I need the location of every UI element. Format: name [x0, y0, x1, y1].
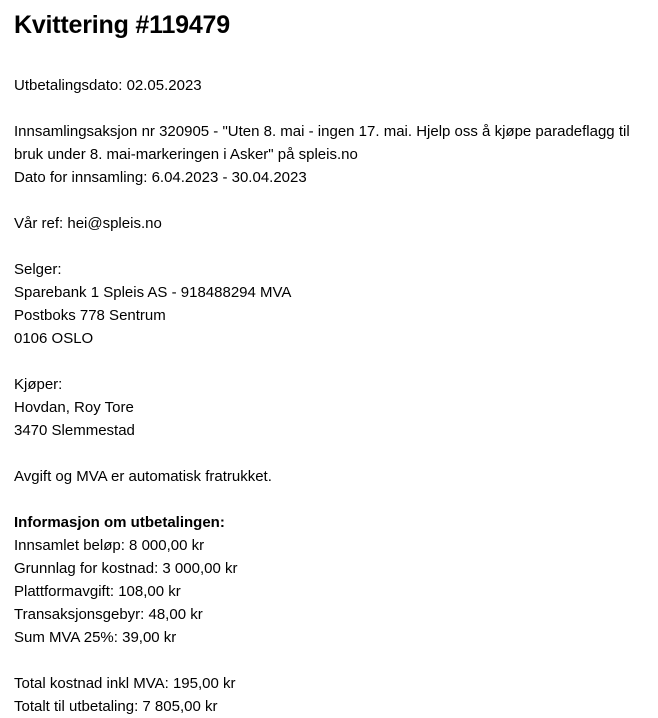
collection-period-line: Dato for innsamling: 6.04.2023 - 30.04.2023: [14, 169, 307, 186]
seller-line: Postboks 778 Sentrum: [14, 307, 166, 324]
buyer-line: Hovdan, Roy Tore: [14, 399, 134, 416]
seller-line: 0106 OSLO: [14, 330, 94, 347]
payout-info-line: Innsamlet beløp: 8 000,00 kr: [14, 537, 205, 554]
spacer: [14, 350, 644, 373]
buyer-line: 3470 Slemmestad: [14, 422, 135, 439]
payout-info-line: Transaksjonsgebyr: 48,00 kr: [14, 606, 203, 623]
spacer: [14, 189, 644, 212]
our-ref-line: Vår ref: hei@spleis.no: [14, 215, 162, 232]
payout-info-line: Grunnlag for kostnad: 3 000,00 kr: [14, 560, 238, 577]
payout-date-line: Utbetalingsdato: 02.05.2023: [14, 77, 202, 94]
spacer: [14, 649, 644, 672]
total-cost-line: Total kostnad inkl MVA: 195,00 kr: [14, 675, 236, 692]
payout-info-heading: Informasjon om utbetalingen:: [14, 514, 225, 531]
spacer: [14, 488, 644, 511]
spacer: [14, 235, 644, 258]
spacer: [14, 97, 644, 120]
fee-note: Avgift og MVA er automatisk fratrukket.: [14, 468, 272, 485]
spacer: [14, 40, 644, 74]
payout-info-line: Sum MVA 25%: 39,00 kr: [14, 629, 177, 646]
page-title: Kvittering #119479: [14, 11, 230, 39]
campaign-description-line: Innsamlingsaksjon nr 320905 - "Uten 8. mai - ingen 17. mai. Hjelp oss å kjøpe paradeflagg til bruk under 8. mai-markeringen i Asker" på spleis.no: [14, 123, 630, 163]
payout-info-line: Plattformavgift: 108,00 kr: [14, 583, 181, 600]
spacer: [14, 442, 644, 465]
seller-heading: Selger:: [14, 261, 62, 278]
seller-line: Sparebank 1 Spleis AS - 918488294 MVA: [14, 284, 292, 301]
total-payout-line: Totalt til utbetaling: 7 805,00 kr: [14, 698, 218, 715]
buyer-heading: Kjøper:: [14, 376, 63, 393]
